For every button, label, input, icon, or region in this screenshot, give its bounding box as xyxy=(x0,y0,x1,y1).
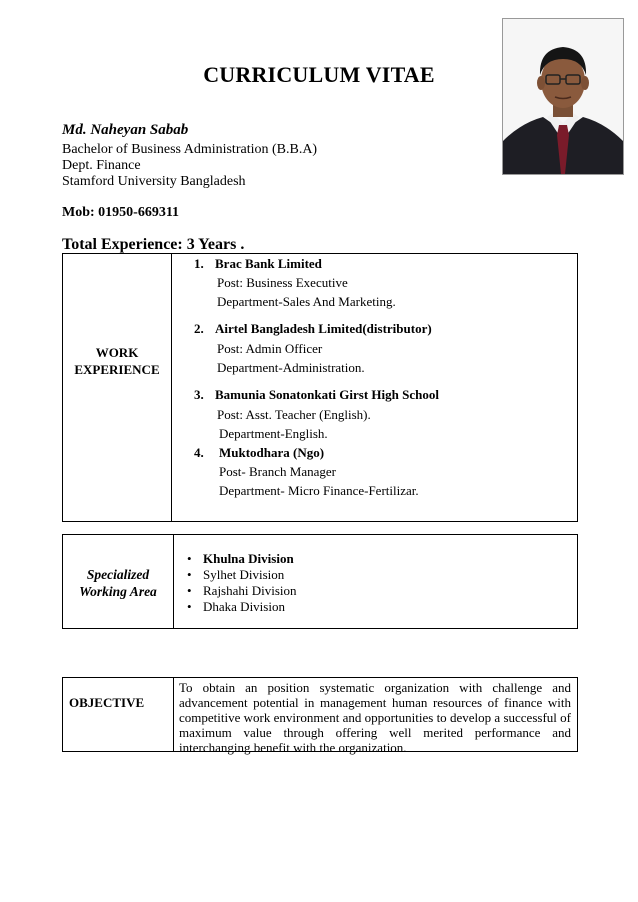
job-post: Post: Asst. Teacher (English). xyxy=(217,407,371,422)
job-post: Post- Branch Manager xyxy=(219,464,336,479)
bullet-icon: • xyxy=(187,567,192,582)
objective-table xyxy=(62,677,578,755)
degree-text: Bachelor of Business Administration (B.B.A) xyxy=(62,142,318,157)
job-employer: Muktodhara (Ngo) xyxy=(219,445,325,460)
specialized-area-label xyxy=(63,566,173,600)
objective-label: OBJECTIVE xyxy=(69,695,145,710)
job-employer: Airtel Bangladesh Limited(distributor) xyxy=(215,321,432,336)
department-text: Dept. Finance xyxy=(62,158,141,173)
job-number: 4. xyxy=(194,445,204,460)
total-experience: Total Experience: 3 Years . xyxy=(62,236,245,253)
job-department: Department- Micro Finance-Fertilizar. xyxy=(219,483,419,498)
job-number: 2. xyxy=(194,321,204,336)
bullet-icon: • xyxy=(187,583,192,598)
portrait-image xyxy=(503,19,623,174)
area-item: Dhaka Division xyxy=(203,599,285,614)
area-item: Khulna Division xyxy=(203,551,294,566)
job-department: Department-English. xyxy=(219,426,328,441)
objective-text: To obtain an position systematic organization with challenge and advancement potential in management human resources of finance with competitive work environment and opportunities to develop a successful of maximum value through offering well merited performance and interchanging benefit with the organization. xyxy=(179,680,571,755)
job-department: Department-Sales And Marketing. xyxy=(217,294,396,309)
mobile-number: Mob: 01950-669311 xyxy=(62,205,180,220)
job-number: 1. xyxy=(194,256,204,271)
work-experience-table xyxy=(62,253,578,522)
bullet-icon: • xyxy=(187,551,192,566)
column-divider xyxy=(173,535,174,628)
spec-label-line2: Working Area xyxy=(79,584,157,599)
job-number: 3. xyxy=(194,387,204,402)
bullet-icon: • xyxy=(187,599,192,614)
work-experience-label xyxy=(63,344,171,378)
specialized-area-table xyxy=(62,534,578,629)
document-title: CURRICULUM VITAE xyxy=(203,62,435,87)
job-post: Post: Business Executive xyxy=(217,275,348,290)
spec-label-line1: Specialized xyxy=(86,567,150,582)
work-label-line2: EXPERIENCE xyxy=(74,362,160,377)
profile-photo xyxy=(502,18,624,175)
job-employer: Bamunia Sonatonkati Girst High School xyxy=(215,387,439,402)
university-text: Stamford University Bangladesh xyxy=(62,174,246,189)
person-name: Md. Naheyan Sabab xyxy=(62,122,189,138)
job-post: Post: Admin Officer xyxy=(217,341,323,356)
column-divider xyxy=(173,678,174,751)
area-item: Sylhet Division xyxy=(203,567,285,582)
area-item: Rajshahi Division xyxy=(203,583,297,598)
job-employer: Brac Bank Limited xyxy=(215,256,322,271)
job-department: Department-Administration. xyxy=(217,360,365,375)
column-divider xyxy=(171,254,172,521)
work-label-line1: WORK xyxy=(95,345,139,360)
